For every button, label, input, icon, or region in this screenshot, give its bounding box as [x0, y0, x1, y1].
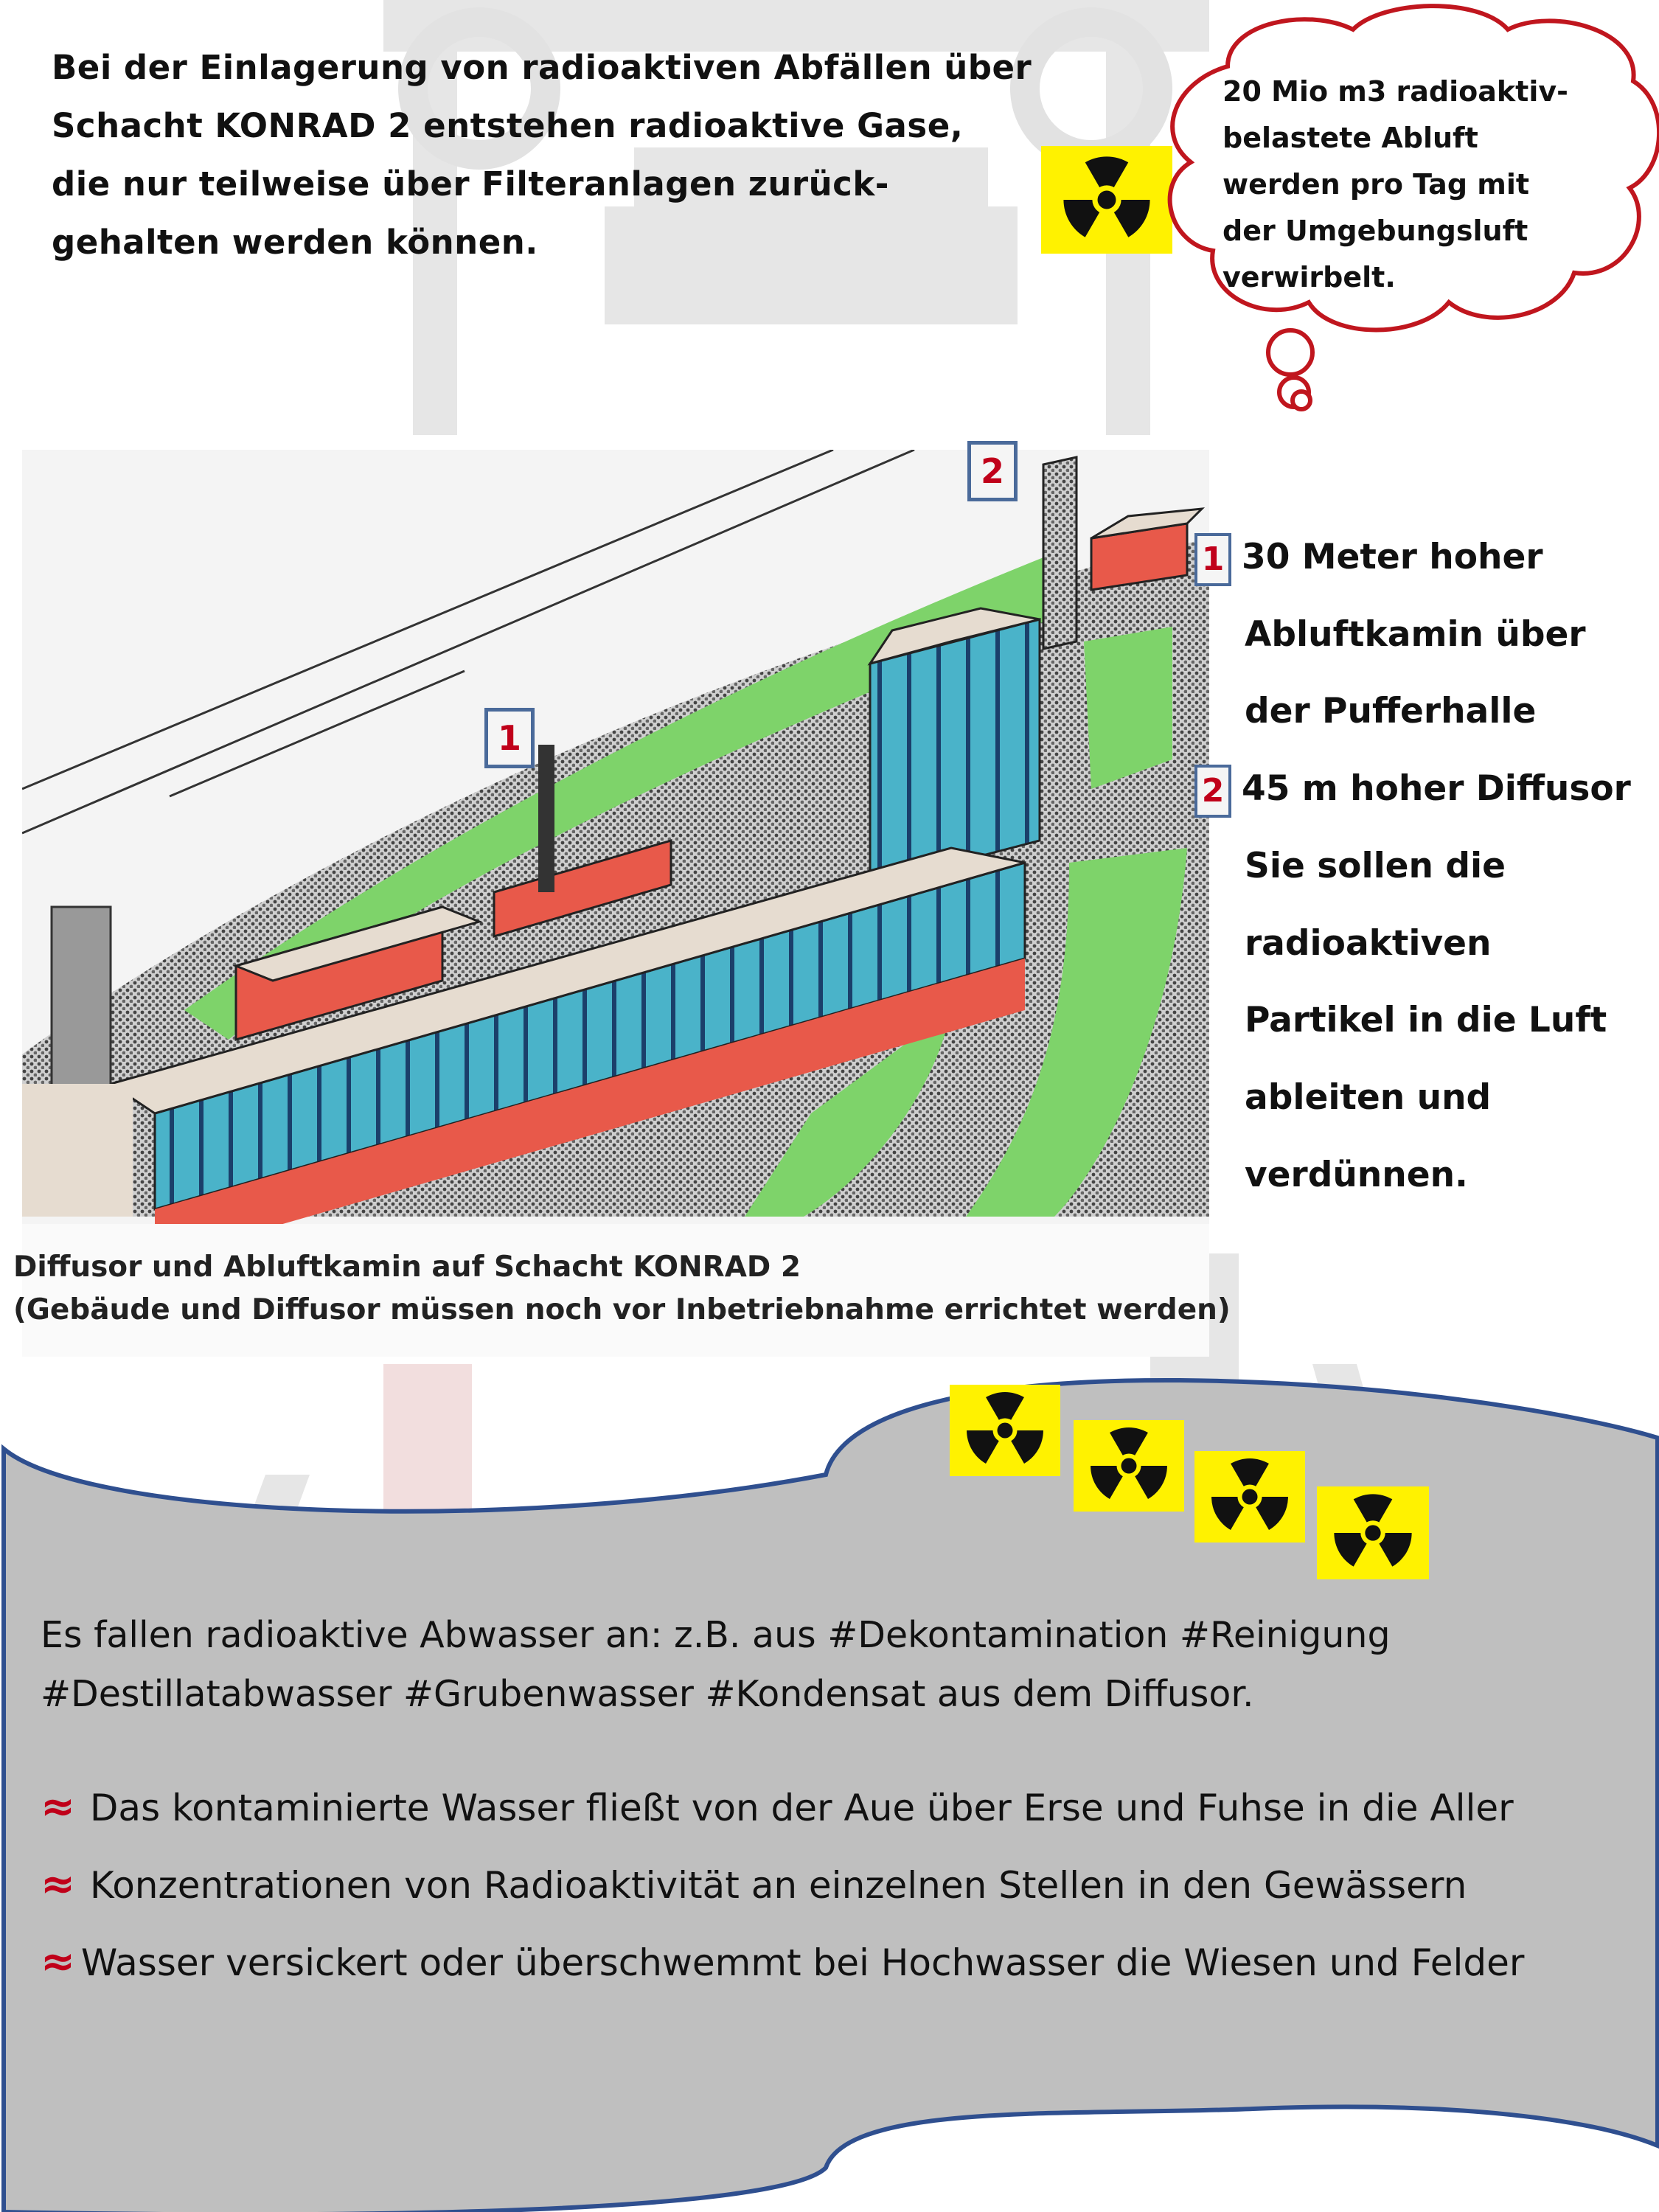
legend-line: radioaktiven [1245, 922, 1492, 964]
legend-line: 2 45 m hoher Diffusor [1245, 751, 1658, 828]
legend-line: 1 30 Meter hoher [1245, 519, 1658, 597]
intro-line: Schacht KONRAD 2 entstehen radioaktive Gase, [52, 106, 964, 145]
intro-line: gehalten werden können. [52, 223, 538, 262]
bullet-item: ≈ Konzentrationen von Radioaktivität an einzelnen Stellen in den Gewässern [41, 1860, 1467, 1908]
legend-line: Sie sollen die [1245, 845, 1506, 886]
caption-line: (Gebäude und Diffusor müssen noch vor Inbetriebnahme errichtet werden) [13, 1293, 1231, 1326]
cloud-line: der Umgebungsluft [1222, 215, 1528, 247]
legend-line: Abluftkamin über [1245, 613, 1586, 655]
approx-wave-icon: ≈ [41, 1783, 75, 1831]
cloud-line: werden pro Tag mit [1222, 168, 1530, 201]
cloud-text [1222, 69, 1635, 301]
legend-line: Partikel in die Luft [1245, 1000, 1607, 1041]
figure-caption [13, 1246, 1231, 1332]
radiation-warning-icon [950, 1385, 1060, 1476]
intro-line: Bei der Einlagerung von radioaktiven Abfällen über [52, 48, 1032, 87]
approx-wave-icon: ≈ [41, 1938, 75, 1986]
wastewater-line: Es fallen radioaktive Abwasser an: z.B. aus #Dekontamination #Reinigung [41, 1614, 1391, 1656]
side-legend [1201, 519, 1658, 1214]
figure-marker-2: 2 [967, 441, 1018, 501]
intro-paragraph [52, 38, 1054, 271]
figure-marker-1: 1 [484, 708, 535, 768]
legend-marker-2: 2 [1194, 765, 1231, 818]
bullet-item: ≈ Das kontaminierte Wasser fließt von der Aue über Erse und Fuhse in die Aller [41, 1783, 1514, 1831]
cloud-line: belastete Abluft [1222, 122, 1478, 154]
wastewater-paragraph [41, 1606, 1626, 1724]
plant-illustration [22, 450, 1209, 1357]
intro-line: die nur teilweise über Filteranlagen zurück- [52, 164, 889, 204]
caption-line: Diffusor und Abluftkamin auf Schacht KONRAD 2 [13, 1251, 801, 1284]
approx-wave-icon: ≈ [41, 1860, 75, 1908]
radiation-warning-icon [1317, 1486, 1429, 1579]
radiation-warning-icon [1074, 1420, 1184, 1512]
legend-line: ableiten und [1245, 1077, 1492, 1118]
legend-line: der Pufferhalle [1245, 691, 1537, 732]
legend-marker-1: 1 [1194, 533, 1231, 586]
cloud-line: verwirbelt. [1222, 261, 1396, 293]
cloud-line: 20 Mio m3 radioaktiv- [1222, 75, 1568, 108]
bullet-item: ≈ Wasser versickert oder überschwemmt bei Hochwasser die Wiesen und Felder [41, 1938, 1525, 1986]
legend-line: verdünnen. [1245, 1154, 1468, 1195]
wastewater-line: #Destillatabwasser #Grubenwasser #Kondensat aus dem Diffusor. [41, 1673, 1254, 1715]
radiation-warning-icon [1194, 1451, 1305, 1543]
